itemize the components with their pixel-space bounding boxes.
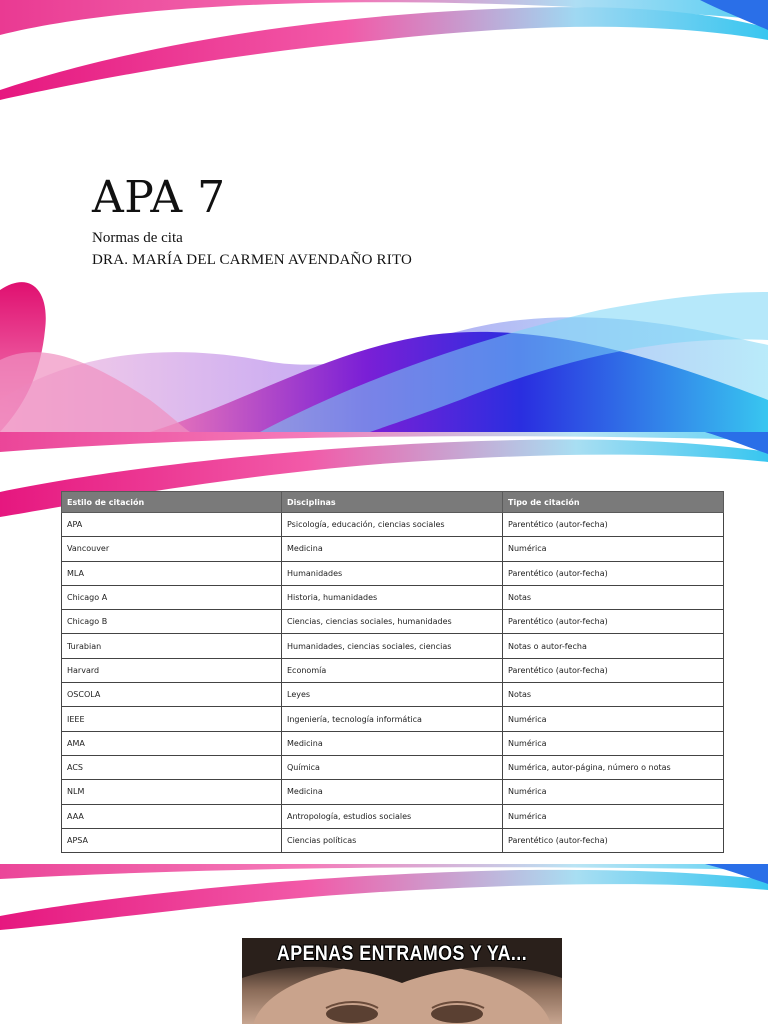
cell-style: Turabian [62,634,282,658]
table-row [62,610,724,634]
cell-citation-type: Parentético (autor-fecha) [503,561,724,585]
cell-style: Chicago B [62,610,282,634]
cell-disciplines: Antropología, estudios sociales [282,804,503,828]
header-citation-type: Tipo de citación [503,492,724,513]
cell-style: MLA [62,561,282,585]
table-row [62,683,724,707]
author-name: DRA. MARÍA DEL CARMEN AVENDAÑO RITO [92,252,413,268]
cell-disciplines: Medicina [282,537,503,561]
cell-disciplines: Ciencias, ciencias sociales, humanidades [282,610,503,634]
cell-style: Chicago A [62,585,282,609]
cell-disciplines: Medicina [282,780,503,804]
cell-citation-type: Numérica [503,731,724,755]
cell-style: Vancouver [62,537,282,561]
table-row [62,828,724,852]
cell-citation-type: Numérica [503,780,724,804]
slide-title: APA 7 [92,172,226,223]
cell-citation-type: Parentético (autor-fecha) [503,610,724,634]
cell-disciplines: Ciencias políticas [282,828,503,852]
cell-citation-type: Parentético (autor-fecha) [503,828,724,852]
table-row [62,804,724,828]
meme-image [242,938,562,1024]
cell-disciplines: Humanidades, ciencias sociales, ciencias [282,634,503,658]
table-row [62,585,724,609]
cell-style: Harvard [62,658,282,682]
table-row [62,707,724,731]
cell-style: APA [62,513,282,537]
table-row [62,513,724,537]
cell-disciplines: Ingeniería, tecnología informática [282,707,503,731]
cell-disciplines: Química [282,755,503,779]
title-slide [0,0,768,432]
cell-citation-type: Numérica [503,804,724,828]
table-row [62,755,724,779]
cell-citation-type: Parentético (autor-fecha) [503,513,724,537]
cell-disciplines: Historia, humanidades [282,585,503,609]
meme-slide [0,864,768,1024]
cell-style: NLM [62,780,282,804]
table-row [62,780,724,804]
table-row [62,731,724,755]
table-row [62,561,724,585]
cell-citation-type: Numérica [503,707,724,731]
table-row [62,537,724,561]
header-style: Estilo de citación [62,492,282,513]
cell-citation-type: Notas [503,683,724,707]
cell-disciplines: Leyes [282,683,503,707]
cell-style: AAA [62,804,282,828]
cell-disciplines: Medicina [282,731,503,755]
header-disciplines: Disciplinas [282,492,503,513]
cell-style: IEEE [62,707,282,731]
cell-disciplines: Humanidades [282,561,503,585]
cell-style: ACS [62,755,282,779]
slide-subtitle: Normas de cita [92,230,183,246]
table-row [62,634,724,658]
cell-disciplines: Psicología, educación, ciencias sociales [282,513,503,537]
ribbon-decoration [0,864,768,934]
cell-citation-type: Numérica, autor-página, número o notas [503,755,724,779]
citation-table-slide [0,432,768,864]
cell-citation-type: Notas o autor-fecha [503,634,724,658]
cell-citation-type: Parentético (autor-fecha) [503,658,724,682]
cell-style: OSCOLA [62,683,282,707]
cell-citation-type: Notas [503,585,724,609]
meme-caption: APENAS ENTRAMOS Y YA... [276,942,528,965]
cell-style: AMA [62,731,282,755]
cell-citation-type: Numérica [503,537,724,561]
cell-style: APSA [62,828,282,852]
cell-disciplines: Economía [282,658,503,682]
citation-styles-table [61,491,724,853]
table-row [62,658,724,682]
table-header-row [62,492,724,513]
